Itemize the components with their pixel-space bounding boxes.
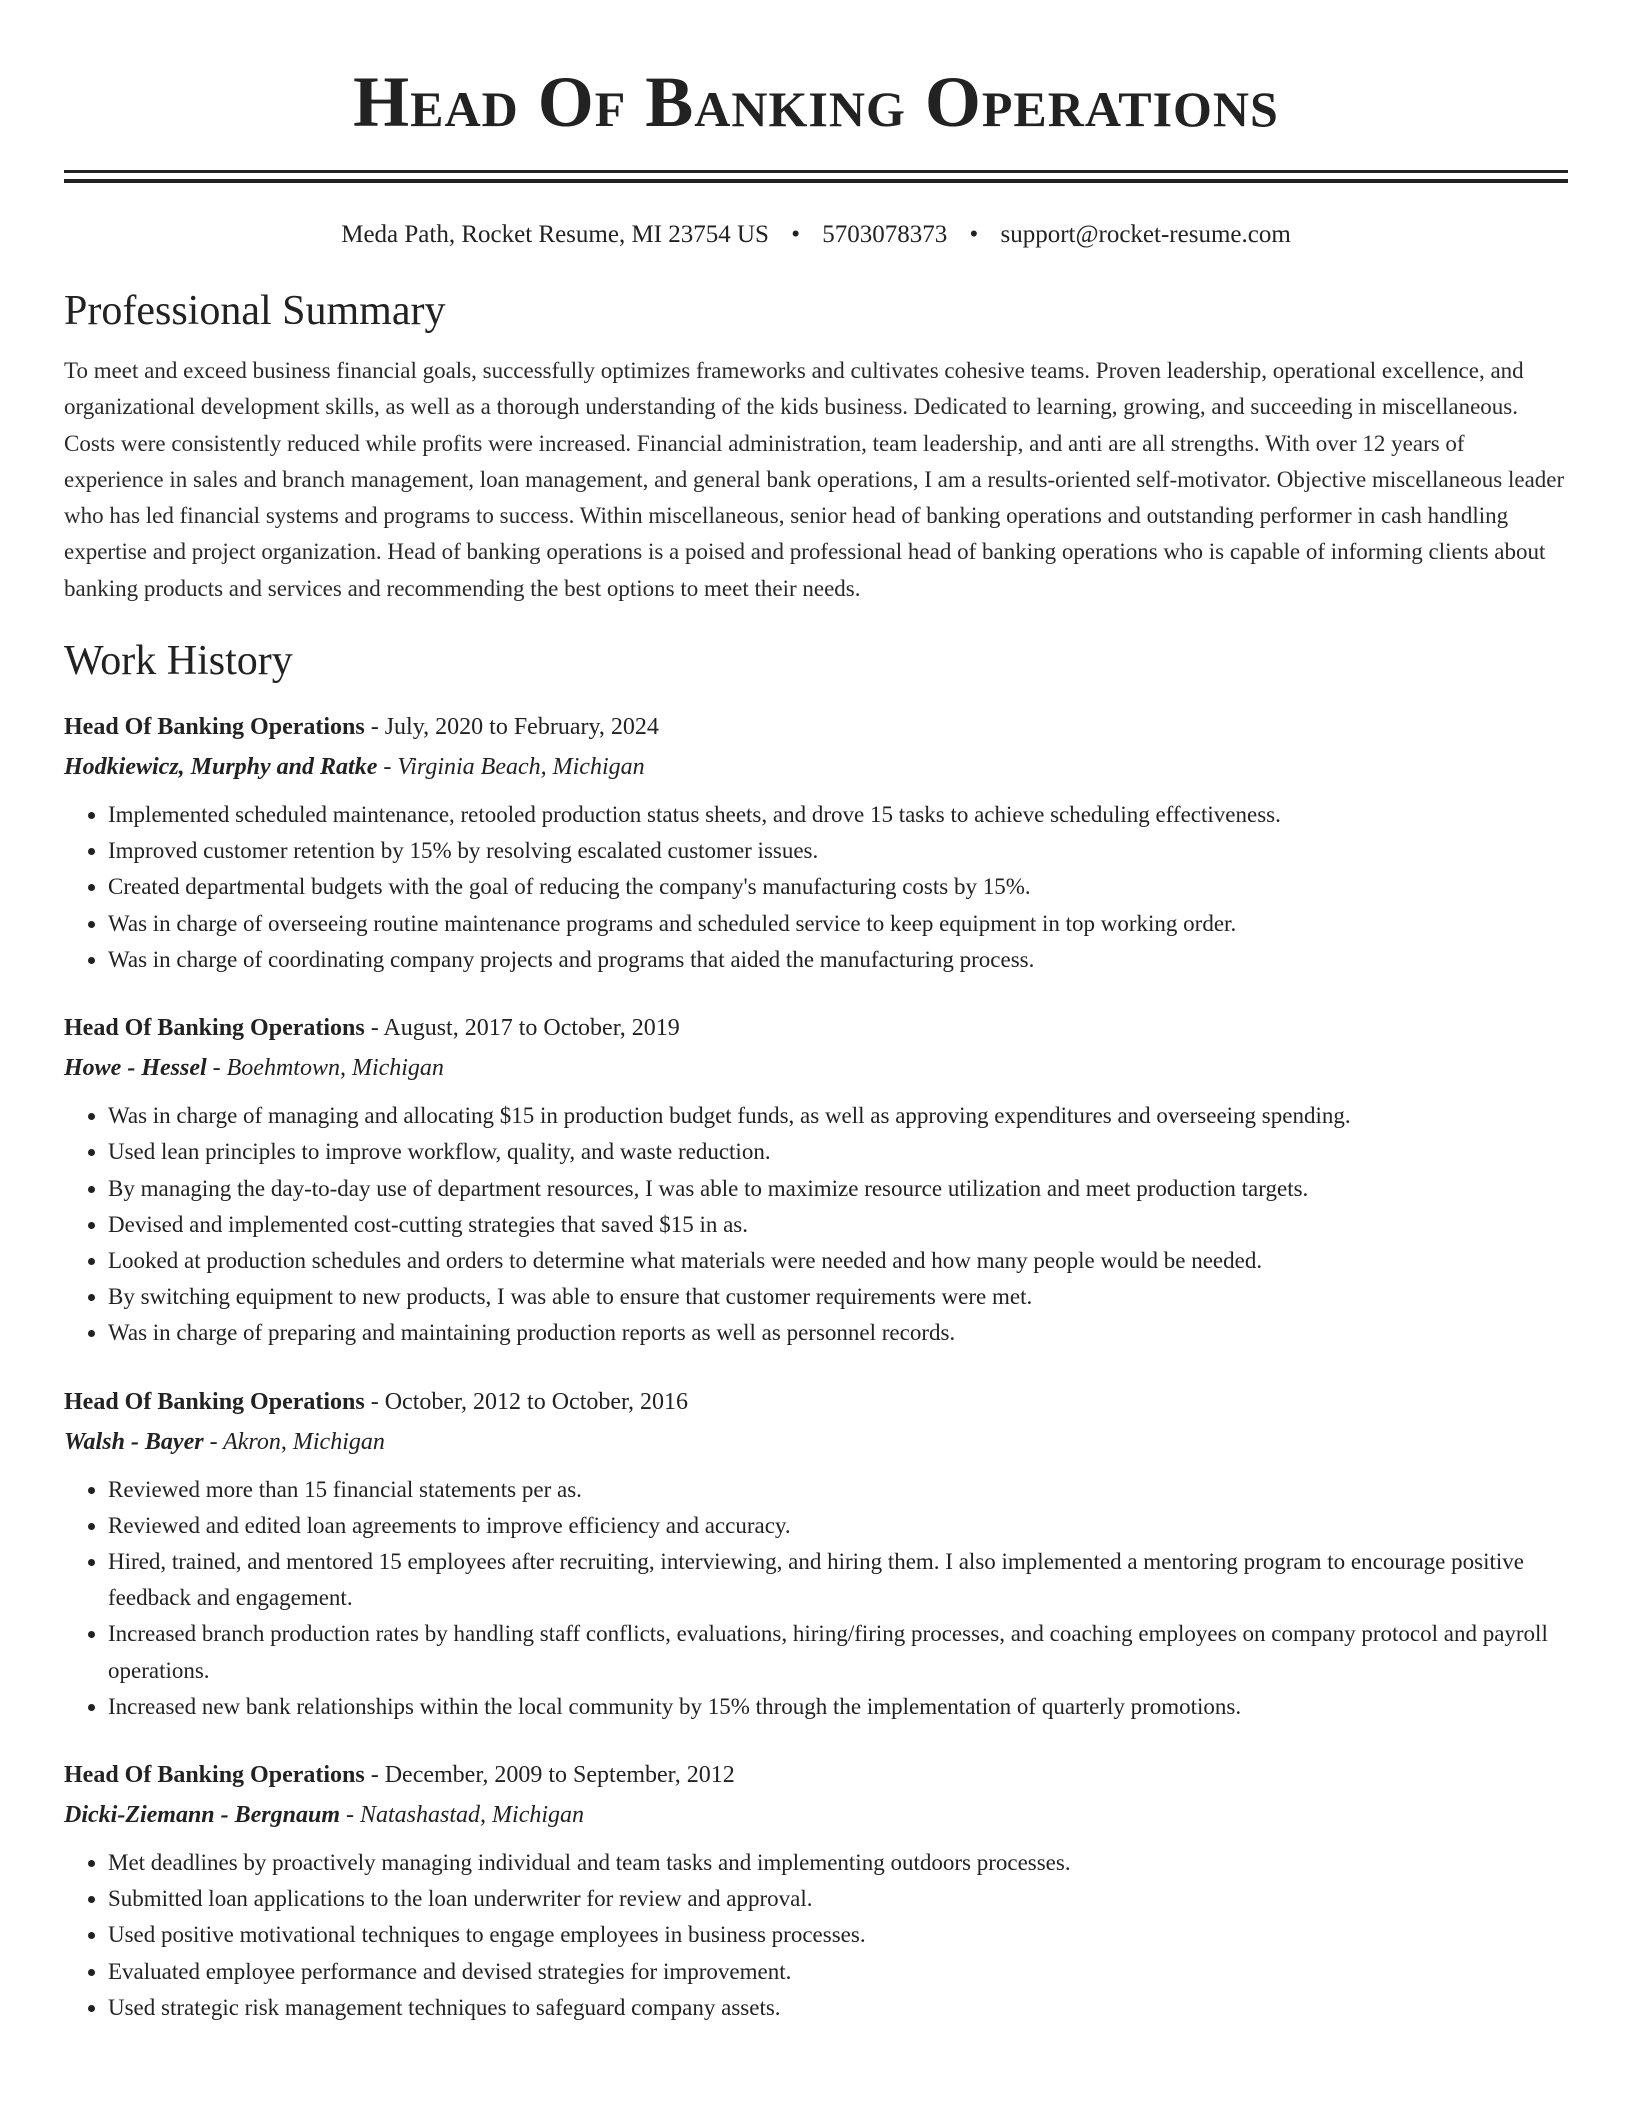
contact-address: Meda Path, Rocket Resume, MI 23754 US — [341, 221, 769, 248]
list-item: • Looked at production schedules and orders to determine what materials were needed and how many people would be needed. — [108, 1243, 1568, 1279]
job-entry — [64, 707, 1568, 978]
job-heading — [64, 1008, 1568, 1048]
job-duties — [64, 1472, 1568, 1725]
list-item: • By switching equipment to new products, I was able to ensure that customer requirements were met. — [108, 1279, 1568, 1315]
page-title: Head Of Banking Operations — [353, 62, 1279, 142]
contact-line — [64, 219, 1568, 251]
job-entry — [64, 1755, 1568, 2026]
job-entry — [64, 1008, 1568, 1351]
job-heading — [64, 1382, 1568, 1422]
job-heading — [64, 707, 1568, 747]
job-company-line — [64, 747, 1568, 787]
list-item: • Used strategic risk management techniques to safeguard company assets. — [108, 1990, 1568, 2026]
list-item: • Was in charge of coordinating company projects and programs that aided the manufacturing process. — [108, 942, 1568, 978]
list-item: • Evaluated employee performance and devised strategies for improvement. — [108, 1954, 1568, 1990]
job-entry — [64, 1382, 1568, 1725]
list-item: • Met deadlines by proactively managing individual and team tasks and implementing outdoors processes. — [108, 1845, 1568, 1881]
job-duties — [64, 1098, 1568, 1351]
list-item: • Reviewed and edited loan agreements to improve efficiency and accuracy. — [108, 1508, 1568, 1544]
job-company: Walsh - Bayer — [64, 1428, 204, 1455]
job-dates: - December, 2009 to September, 2012 — [364, 1761, 735, 1788]
job-company: Dicki-Ziemann - Bergnaum — [64, 1801, 341, 1828]
list-item: • Reviewed more than 15 financial statements per as. — [108, 1472, 1568, 1508]
job-heading — [64, 1755, 1568, 1795]
job-dates: - August, 2017 to October, 2019 — [364, 1015, 680, 1042]
contact-phone: 5703078373 — [822, 221, 948, 248]
work-history-list — [64, 707, 1568, 2026]
list-item: • Created departmental budgets with the goal of reducing the company's manufacturing costs by 15%. — [108, 869, 1568, 905]
contact-separator: • — [791, 221, 800, 248]
job-company-line — [64, 1048, 1568, 1088]
job-company-line — [64, 1422, 1568, 1462]
job-location: - Akron, Michigan — [203, 1428, 385, 1455]
list-item: • Increased branch production rates by handling staff conflicts, evaluations, hiring/firing processes, and coaching employees on company protocol and payroll operations. — [108, 1616, 1568, 1688]
list-item: • Submitted loan applications to the loan underwriter for review and approval. — [108, 1881, 1568, 1917]
list-item: • Implemented scheduled maintenance, retooled production status sheets, and drove 15 tasks to achieve scheduling effectiveness. — [108, 797, 1568, 833]
job-dates: - July, 2020 to February, 2024 — [364, 714, 659, 741]
job-role: Head Of Banking Operations — [64, 1015, 365, 1042]
job-duties — [64, 1845, 1568, 2026]
list-item: • Used lean principles to improve workflow, quality, and waste reduction. — [108, 1134, 1568, 1170]
work-history-heading: Work History — [64, 638, 293, 685]
list-item: • Improved customer retention by 15% by resolving escalated customer issues. — [108, 833, 1568, 869]
list-item: • Devised and implemented cost-cutting strategies that saved $15 in as. — [108, 1207, 1568, 1243]
list-item: • Was in charge of preparing and maintaining production reports as well as personnel records. — [108, 1315, 1568, 1351]
job-location: - Boehmtown, Michigan — [206, 1055, 444, 1082]
list-item: • Used positive motivational techniques to engage employees in business processes. — [108, 1917, 1568, 1953]
contact-separator: • — [969, 221, 979, 248]
header-rule-top — [64, 170, 1568, 173]
list-item: • By managing the day-to-day use of department resources, I was able to maximize resource utilization and meet production targets. — [108, 1171, 1568, 1207]
job-company: Hodkiewicz, Murphy and Ratke — [64, 754, 378, 781]
job-location: - Natashastad, Michigan — [340, 1801, 585, 1828]
job-company: Howe - Hessel — [64, 1055, 207, 1082]
job-location: - Virginia Beach, Michigan — [377, 754, 645, 781]
job-role: Head Of Banking Operations — [64, 714, 365, 741]
job-dates: - October, 2012 to October, 2016 — [364, 1388, 689, 1415]
summary-heading: Professional Summary — [64, 288, 446, 334]
header-rule-bottom — [64, 179, 1568, 183]
job-duties — [64, 797, 1568, 978]
list-item: • Was in charge of managing and allocating $15 in production budget funds, as well as approving expenditures and overseeing spending. — [108, 1098, 1568, 1134]
contact-email: support@rocket-resume.com — [1000, 221, 1291, 248]
list-item: • Was in charge of overseeing routine maintenance programs and scheduled service to keep equipment in top working order. — [108, 906, 1568, 942]
list-item: • Hired, trained, and mentored 15 employees after recruiting, interviewing, and hiring them. I also implemented a mentoring program to encourage positive feedback and engagement. — [108, 1544, 1568, 1616]
list-item: • Increased new bank relationships within the local community by 15% through the implementation of quarterly promotions. — [108, 1689, 1568, 1725]
resume-page — [64, 0, 1568, 2026]
job-role: Head Of Banking Operations — [64, 1761, 365, 1788]
job-role: Head Of Banking Operations — [64, 1388, 365, 1415]
summary-text: To meet and exceed business financial goals, successfully optimizes frameworks and cultivates cohesive teams. Proven leadership, operational excellence, and organizational development skills, as well as a thorough understanding of the kids business. Dedicated to learning, growing, and succeeding in miscellaneous. Costs were consistently reduced while profits were increased. Financial administration, team leadership, and anti are all strengths. With over 12 years of experience in sales and branch management, loan management, and general bank operations, I am a results-oriented self-motivator. Objective miscellaneous leader who has led financial systems and programs to success. Within miscellaneous, senior head of banking operations and outstanding performer in cash handling expertise and project organization. Head of banking operations is a poised and professional head of banking operations who is capable of informing clients about banking products and services and recommending the best options to meet their needs. — [64, 358, 1565, 601]
job-company-line — [64, 1795, 1568, 1835]
